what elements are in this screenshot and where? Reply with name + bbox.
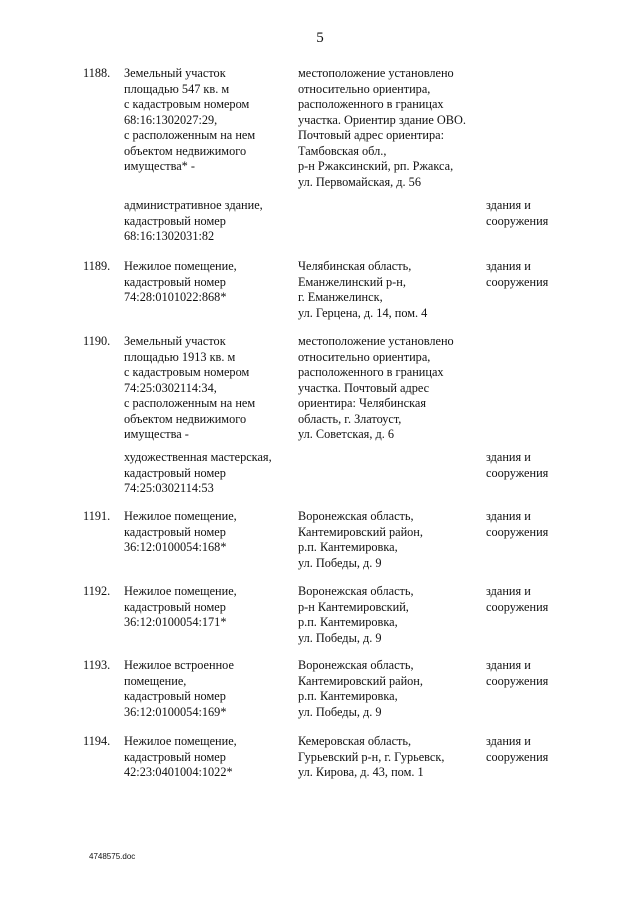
entry-name: художественная мастерская, кадастровый номер 74:25:0302114:53 bbox=[124, 450, 272, 495]
entry-number: 1193. bbox=[83, 658, 111, 672]
entry-name: Нежилое помещение, кадастровый номер 36:12:0100054:171* bbox=[124, 584, 237, 629]
entry-category: здания и сооружения bbox=[486, 259, 549, 289]
entry-address: Челябинская область, Еманжелинский р-н, г. Еманжелинск, ул. Герцена, д. 14, пом. 4 bbox=[298, 259, 428, 320]
entry-name: Нежилое встроенное помещение, кадастровый номер 36:12:0100054:169* bbox=[124, 658, 234, 719]
entry-address: Воронежская область, Кантемировский район, р.п. Кантемировка, ул. Победы, д. 9 bbox=[298, 658, 423, 719]
entry-number: 1191. bbox=[83, 509, 111, 523]
entry-category: здания и сооружения bbox=[486, 450, 549, 480]
entry-address: местоположение установлено относительно ориентира, расположенного в границах участка. Ориентир здание ОВО. Почтовый адрес ориентира: Тамбовская обл., р-н Ржаксинский, рп. Ржакса, ул. Первомайская, д. 56 bbox=[298, 66, 466, 189]
entry-number: 1189. bbox=[83, 259, 111, 273]
entry-number: 1188. bbox=[83, 66, 111, 80]
footer-filename: 4748575.doc bbox=[89, 852, 136, 861]
entry-address: Воронежская область, р-н Кантемировский, р.п. Кантемировка, ул. Победы, д. 9 bbox=[298, 584, 414, 645]
entry-address: Воронежская область, Кантемировский район, р.п. Кантемировка, ул. Победы, д. 9 bbox=[298, 509, 423, 570]
page-number: 5 bbox=[316, 30, 324, 46]
entry-name: административное здание, кадастровый номер 68:16:1302031:82 bbox=[124, 198, 263, 243]
entry-category: здания и сооружения bbox=[486, 658, 549, 688]
entry-name: Земельный участок площадью 1913 кв. м с кадастровым номером 74:25:0302114:34, с расположенным на нем объектом недвижимого имущества - bbox=[124, 334, 256, 441]
entry-category: здания и сооружения bbox=[486, 198, 549, 228]
entry-name: Нежилое помещение, кадастровый номер 74:28:0101022:868* bbox=[124, 259, 237, 304]
entry-number: 1192. bbox=[83, 584, 111, 598]
entry-address: Кемеровская область, Гурьевский р-н, г. Гурьевск, ул. Кирова, д. 43, пом. 1 bbox=[298, 734, 445, 779]
entry-number: 1194. bbox=[83, 734, 111, 748]
entry-name: Нежилое помещение, кадастровый номер 36:12:0100054:168* bbox=[124, 509, 237, 554]
entry-address: местоположение установлено относительно ориентира, расположенного в границах участка. Почтовый адрес ориентира: Челябинская область, г. Златоуст, ул. Советская, д. 6 bbox=[298, 334, 454, 441]
entry-category: здания и сооружения bbox=[486, 509, 549, 539]
entry-number: 1190. bbox=[83, 334, 111, 348]
entry-category: здания и сооружения bbox=[486, 584, 549, 614]
entry-name: Земельный участок площадью 547 кв. м с кадастровым номером 68:16:1302027:29, с расположенным на нем объектом недвижимого имущества* - bbox=[124, 66, 256, 173]
entry-category: здания и сооружения bbox=[486, 734, 549, 764]
entry-name: Нежилое помещение, кадастровый номер 42:23:0401004:1022* bbox=[124, 734, 237, 779]
